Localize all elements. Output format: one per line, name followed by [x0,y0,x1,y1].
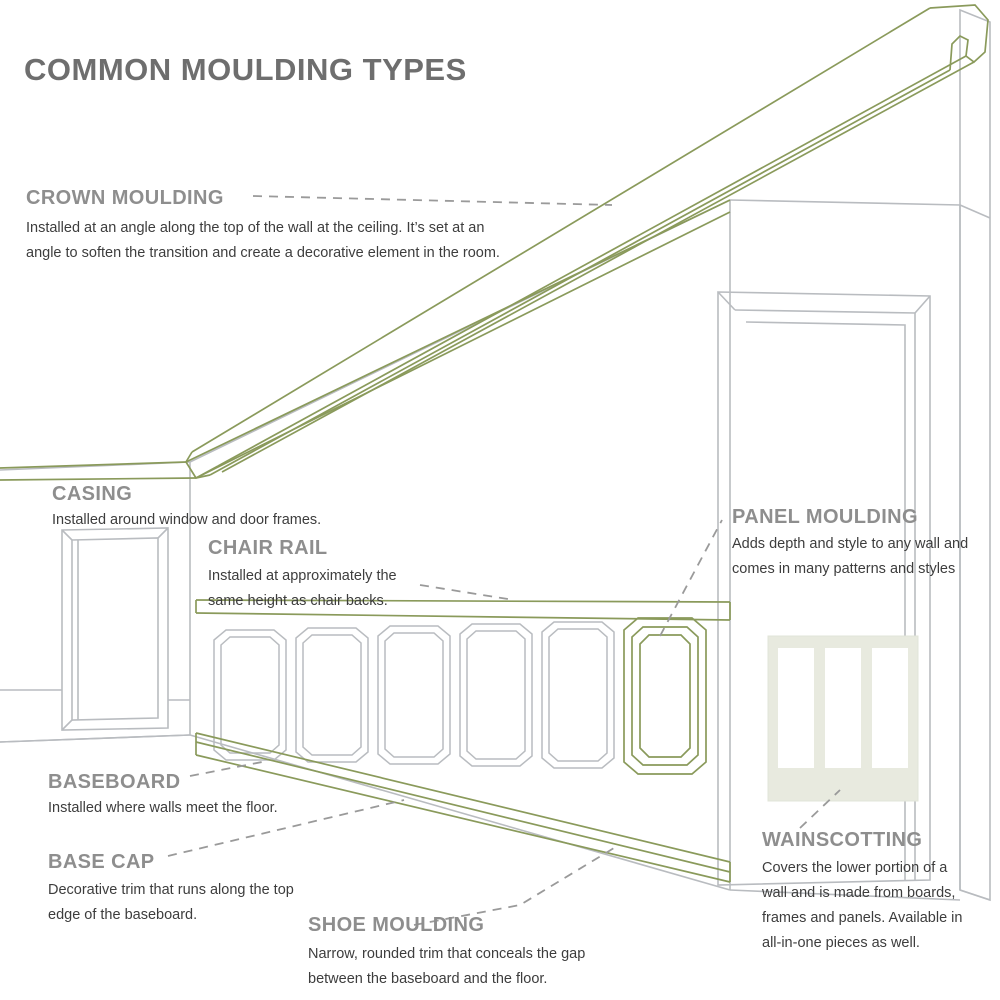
body-panel-moulding: Adds depth and style to any wall and comes in many patterns and styles [732,536,969,577]
label-baseboard: BASEBOARD [48,771,181,793]
body-shoe-moulding: Narrow, rounded trim that conceals the gap between the baseboard and the floor. [308,946,586,987]
body-casing: Installed around window and door frames. [52,512,322,528]
label-casing: CASING [52,483,133,505]
body-base-cap: Decorative trim that runs along the top edge of the baseboard. [48,882,294,923]
label-chair-rail: CHAIR RAIL [208,537,328,559]
panel-moulding-row [214,622,614,768]
wainscotting-panel [768,636,918,801]
label-crown-moulding: CROWN MOULDING [26,187,224,209]
label-panel-moulding: PANEL MOULDING [732,506,918,528]
label-base-cap: BASE CAP [48,851,155,873]
leader-chair-rail [420,585,514,600]
body-crown-moulding: Installed at an angle along the top of the wall at the ceiling. It’s set at an angle to soften the transition and create a decorative element in the room. [26,220,500,261]
label-shoe-moulding: SHOE MOULDING [308,914,485,936]
body-baseboard: Installed where walls meet the floor. [48,800,278,816]
label-wainscotting: WAINSCOTTING [762,829,923,851]
panel-moulding-highlight [624,618,706,774]
body-chair-rail: Installed at approximately the same height as chair backs. [208,568,397,609]
body-wainscotting: Covers the lower portion of a wall and is made from boards, frames and panels. Available in all-in-one pieces as well. [762,860,963,951]
leader-crown [253,196,612,205]
page-title: COMMON MOULDING TYPES [24,52,467,87]
